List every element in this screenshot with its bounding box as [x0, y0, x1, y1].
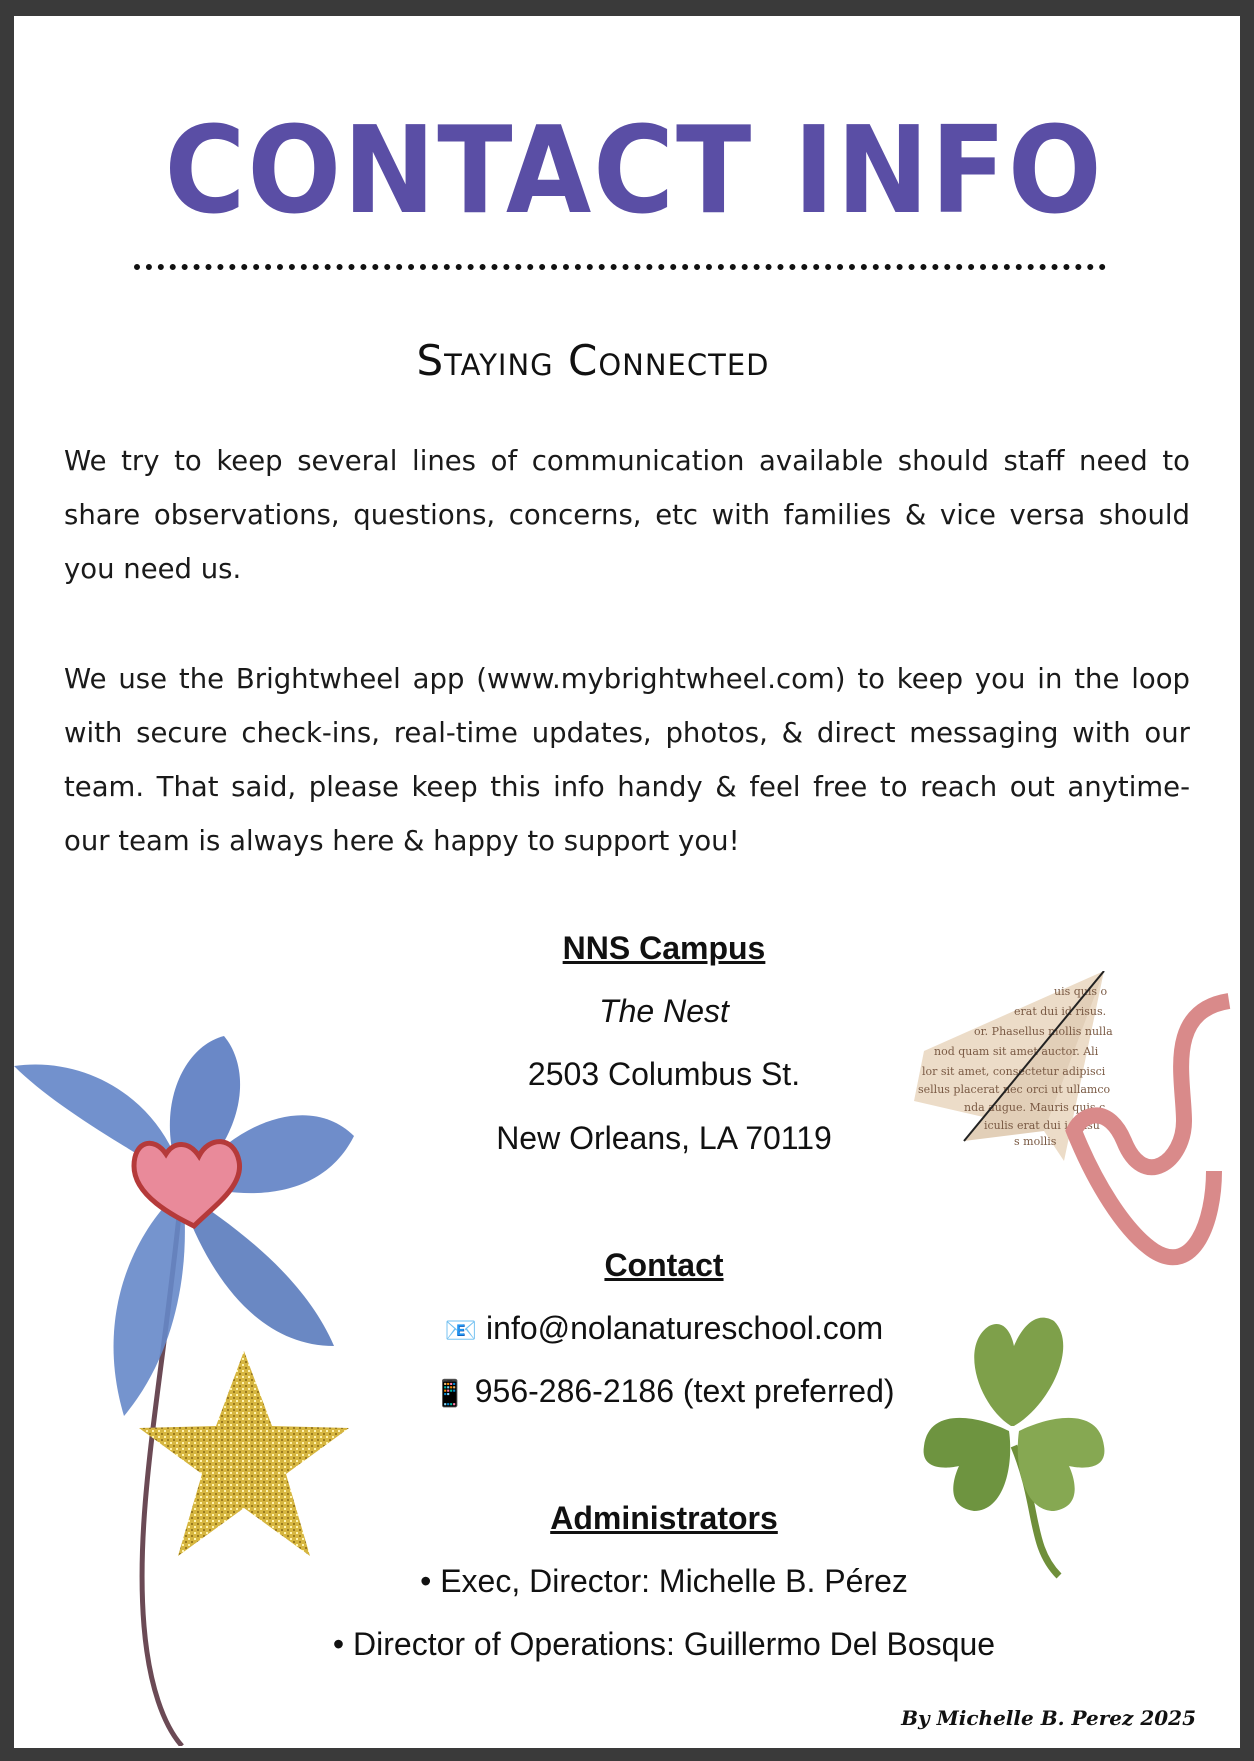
brightwheel-paragraph: We use the Brightwheel app (www.mybrightwheel.com) to keep you in the loop with secure check-ins, real-time updates, photos, & direct messaging with our team. That said, please keep this info handy & feel free to reach out anytime- our team is always here & happy to support you! [64, 663, 1190, 857]
campus-heading: NNS Campus [562, 930, 766, 966]
svg-text:nod quam sit amet auctor. Ali: nod quam sit amet auctor. Ali [934, 1045, 1099, 1058]
page-title: CONTACT INFO [164, 102, 1104, 241]
svg-text:nda augue. Mauris quis c: nda augue. Mauris quis c [964, 1101, 1106, 1114]
svg-text:erat dui id risus.: erat dui id risus. [1014, 1005, 1107, 1018]
svg-text:or. Phasellus mollis nulla: or. Phasellus mollis nulla [974, 1025, 1113, 1038]
administrator-item: • Exec, Director: Michelle B. Pérez [420, 1563, 908, 1599]
pink-ribbon-icon [1064, 991, 1240, 1291]
campus-street: 2503 Columbus St. [527, 1056, 801, 1092]
author-signature: By Michelle B. Perez 2025 [901, 1706, 1196, 1730]
email-line [344, 1310, 984, 1347]
intro-paragraph: We try to keep several lines of communication available should staff need to share observations, questions, concerns, etc with families & vice versa should you need us. [64, 445, 1190, 585]
document-page [14, 16, 1240, 1748]
contact-heading: Contact [604, 1247, 724, 1283]
phone-number[interactable]: 956-286-2186 (text preferred) [474, 1373, 895, 1409]
svg-text:lor sit amet, consectetur adip: lor sit amet, consectetur adipisci [922, 1065, 1106, 1078]
svg-text:sellus placerat nec orci ut ul: sellus placerat nec orci ut ullamco [918, 1083, 1111, 1096]
svg-text:uis quis o: uis quis o [1054, 985, 1108, 998]
section-subtitle: Staying Connected [416, 336, 770, 385]
envelope-icon: 📧 [444, 1315, 478, 1345]
mobile-phone-icon: 📱 [433, 1378, 466, 1408]
svg-text:iculis erat dui id risu: iculis erat dui id risu [984, 1119, 1100, 1132]
phone-line [344, 1373, 984, 1410]
dotted-divider [134, 264, 1106, 270]
campus-city: New Orleans, LA 70119 [496, 1120, 832, 1156]
four-leaf-clover-icon [919, 1306, 1109, 1606]
gold-glitter-star-icon [134, 1346, 354, 1566]
administrators-heading: Administrators [550, 1500, 778, 1536]
email-address[interactable]: info@nolanatureschool.com [486, 1310, 884, 1346]
svg-text:s mollis: s mollis [1014, 1135, 1057, 1148]
campus-name: The Nest [599, 993, 729, 1029]
administrator-item: • Director of Operations: Guillermo Del Bosque [332, 1626, 996, 1662]
